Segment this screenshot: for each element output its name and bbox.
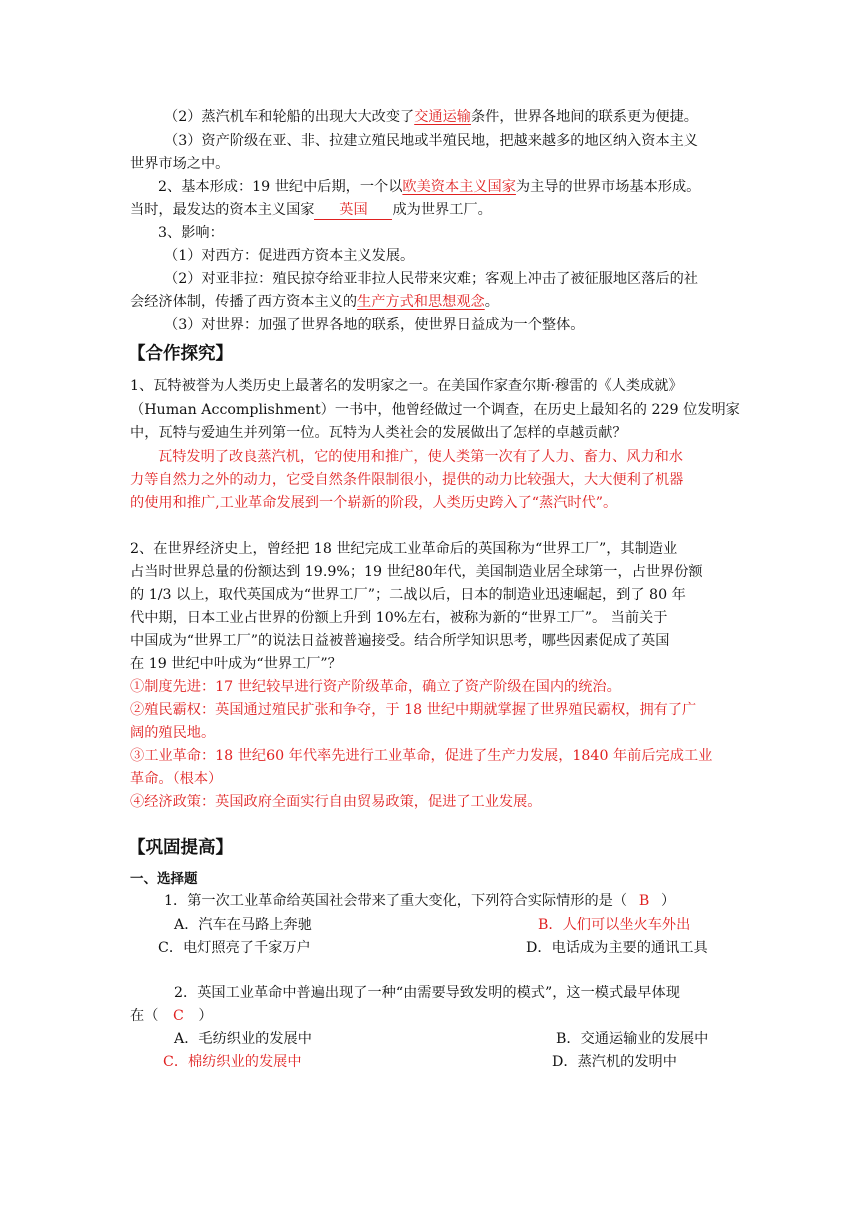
answer-1-l1: 瓦特发明了改良蒸汽机，它的使用和推广，使人类第一次有了人力、畜力、风力和水 bbox=[158, 449, 683, 465]
answer-2-economic-policy: ④经济政策：英国政府全面实行自由贸易政策，促进了工业发展。 bbox=[130, 794, 542, 810]
answer-2-industrial-l1: ③工业革命：18 世纪60 年代率先进行工业革命，促进了生产力发展，1840 年前后完成工业 bbox=[130, 748, 713, 764]
mc-1-option-c: C．电灯照亮了千家万户 bbox=[158, 940, 311, 956]
text: （2）蒸汽机车和轮船的出现大大改变了 bbox=[164, 109, 415, 125]
mc-2-option-d: D．蒸汽机的发明中 bbox=[552, 1054, 677, 1070]
text: 1．第一次工业革命给英国社会带来了重大变化，下列符合实际情形的是（ bbox=[164, 893, 628, 909]
paragraph-basic-formation-l2 bbox=[130, 199, 492, 221]
answer-1-l3: 的使用和推广,工业革命发展到一个崭新的阶段，人类历史跨入了“蒸汽时代”。 bbox=[130, 495, 618, 511]
impact-asia-africa-l2 bbox=[130, 291, 499, 313]
mc-2-option-b: B．交通运输业的发展中 bbox=[556, 1031, 709, 1047]
answer-2-industrial-l2: 革命。（根本） bbox=[130, 771, 223, 787]
text: ） bbox=[198, 1008, 213, 1024]
text: 2、基本形成：19 世纪中后期，一个以 bbox=[158, 179, 403, 195]
question-2-l1: 2、在世界经济史上，曾经把 18 世纪完成工业革命后的英国称为“世界工厂”，其制造业 bbox=[130, 541, 678, 557]
text: 在（ bbox=[130, 1008, 159, 1024]
mc-2-option-a: A．毛纺织业的发展中 bbox=[174, 1031, 312, 1047]
question-2-l5: 中国成为“世界工厂”的说法日益被普遍接受。结合所学知识思考，哪些因素促成了英国 bbox=[130, 633, 670, 649]
heading-consolidate: 【巩固提高】 bbox=[128, 838, 233, 858]
answer-mc-1: B bbox=[638, 893, 650, 909]
question-2-l4: 代中期，日本工业占世界的份额上升到 10%左右，被称为新的“世界工厂”。 当前关于 bbox=[130, 610, 668, 626]
answer-production-mode: 生产方式和思想观念 bbox=[357, 294, 485, 310]
mc-1-option-d: D．电话成为主要的通讯工具 bbox=[526, 940, 708, 956]
text: 成为世界工厂。 bbox=[392, 202, 492, 218]
paragraph-transport bbox=[164, 106, 698, 128]
question-2-l3: 的 1/3 以上，取代英国成为“世界工厂”；二战以后，日本的制造业迅速崛起，到了 80 年 bbox=[130, 587, 686, 603]
answer-2-institution: ①制度先进：17 世纪较早进行资产阶级革命，确立了资产阶级在国内的统治。 bbox=[130, 679, 621, 695]
answer-mc-2: C bbox=[172, 1008, 184, 1024]
answer-2-colonial-l2: 阔的殖民地。 bbox=[130, 725, 216, 741]
mc-1-option-a: A．汽车在马路上奔驰 bbox=[174, 917, 312, 933]
question-1-l2: （Human Accomplishment）一书中，他曾经做过一个调查，在历史上最知名的 229 位发明家 bbox=[130, 402, 740, 418]
answer-euro-american: 欧美资本主义国家 bbox=[402, 179, 516, 195]
answer-1-l2: 力等自然力之外的动力，它受自然条件限制很小，提供的动力比较强大，大大便利了机器 bbox=[130, 472, 684, 488]
mc-2-option-c: C．棉纺织业的发展中 bbox=[163, 1054, 302, 1070]
impact-asia-africa-l1: （2）对亚非拉：殖民掠夺给亚非拉人民带来灾难；客观上冲击了被征服地区落后的社 bbox=[164, 271, 698, 287]
answer-transport: 交通运输 bbox=[414, 109, 471, 125]
answer-britain: 英国 bbox=[314, 201, 392, 220]
heading-cooperative-inquiry: 【合作探究】 bbox=[128, 344, 233, 364]
question-2-l6: 在 19 世纪中叶成为“世界工厂”？ bbox=[130, 656, 342, 672]
text: ） bbox=[661, 893, 676, 909]
mc-question-2-l1: 2．英国工业革命中普遍出现了一种“由需要导致发明的模式”，这一模式最早体现 bbox=[174, 985, 680, 1001]
paragraph-colonies-l2: 世界市场之中。 bbox=[130, 156, 230, 172]
mc-1-option-b: B．人们可以坐火车外出 bbox=[538, 917, 691, 933]
impact-title: 3、影响： bbox=[158, 225, 224, 241]
subheading-multiple-choice: 一、选择题 bbox=[130, 871, 198, 887]
mc-question-2-l2 bbox=[130, 1005, 213, 1027]
text: 条件，世界各地间的联系更为便捷。 bbox=[470, 109, 698, 125]
answer-2-colonial-l1: ②殖民霸权：英国通过殖民扩张和争夺，于 18 世纪中期就掌握了世界殖民霸权，拥有了广 bbox=[130, 702, 697, 718]
impact-west: （1）对西方：促进西方资本主义发展。 bbox=[164, 248, 415, 264]
text: 当时，最发达的资本主义国家 bbox=[130, 202, 315, 218]
question-1-l3: 中，瓦特与爱迪生并列第一位。瓦特为人类社会的发展做出了怎样的卓越贡献？ bbox=[130, 425, 627, 441]
text: 为主导的世界市场基本形成。 bbox=[515, 179, 701, 195]
text: 。 bbox=[484, 294, 499, 310]
impact-world: （3）对世界：加强了世界各地的联系，使世界日益成为一个整体。 bbox=[164, 317, 585, 333]
text: 会经济体制，传播了西方资本主义的 bbox=[130, 294, 358, 310]
mc-question-1 bbox=[164, 890, 675, 912]
paragraph-basic-formation bbox=[158, 176, 700, 198]
paragraph-colonies-l1: （3）资产阶级在亚、非、拉建立殖民地或半殖民地，把越来越多的地区纳入资本主义 bbox=[164, 133, 698, 149]
question-1-l1: 1、瓦特被誉为人类历史上最著名的发明家之一。在美国作家查尔斯·穆雷的《人类成就》 bbox=[130, 378, 683, 394]
question-2-l2: 占当时世界总量的份额达到 19.9%；19 世纪80年代，美国制造业居全球第一，占世界份额 bbox=[130, 564, 703, 580]
